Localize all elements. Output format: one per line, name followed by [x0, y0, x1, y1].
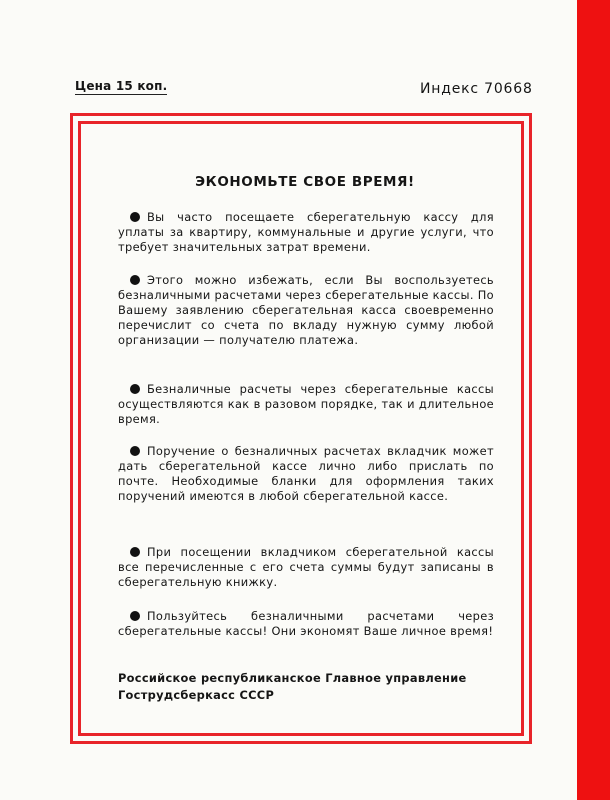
bullet-icon [130, 446, 140, 456]
paragraph [118, 273, 494, 348]
bullet-icon [130, 275, 140, 285]
paragraph-text: Этого можно избежать, если Вы воспользуетесь безналичными расчетами через сберегательные кассы. По Вашему заявлению сберегательная касса своевременно перечислит со счета по вкладу нужную сумму любой организации — получателю платежа. [118, 273, 494, 347]
bullet-icon [130, 547, 140, 557]
bullet-icon [130, 212, 140, 222]
paragraph-text: Безналичные расчеты через сберегательные кассы осуществляются как в разовом порядке, так и длительное время. [118, 382, 494, 426]
paragraph [118, 444, 494, 504]
paragraph [118, 382, 494, 427]
red-edge-strip [577, 0, 610, 800]
bullet-icon [130, 384, 140, 394]
price-label: Цена 15 коп. [75, 79, 168, 93]
paragraph-text: При посещении вкладчиком сберегательной кассы все перечисленные с его счета суммы будут записаны в сберегательную книжку. [118, 545, 494, 589]
bullet-icon [130, 611, 140, 621]
paragraph [118, 210, 494, 255]
page-title: ЭКОНОМЬТЕ СВОЕ ВРЕМЯ! [195, 174, 415, 190]
index-label: Индекс 70668 [420, 81, 533, 97]
paragraph [118, 545, 494, 590]
paragraph-text: Поручение о безналичных расчетах вкладчик может дать сберегательной кассе лично либо прислать по почте. Необходимые бланки для оформления таких поручений имеются в любой сберегательной кассе. [118, 444, 494, 503]
paragraph-text: Пользуйтесь безналичными расчетами через сберегательные кассы! Они экономят Ваше личное время! [118, 609, 494, 638]
paragraph [118, 609, 494, 639]
red-border-frame [70, 113, 532, 744]
paragraph-text: Вы часто посещаете сберегательную кассу для уплаты за квартиру, коммунальные и другие услуги, что требует значительных затрат времени. [118, 210, 494, 254]
issuer-signature: Российское республиканское Главное управление Гострудсберкасс СССР [118, 671, 467, 702]
